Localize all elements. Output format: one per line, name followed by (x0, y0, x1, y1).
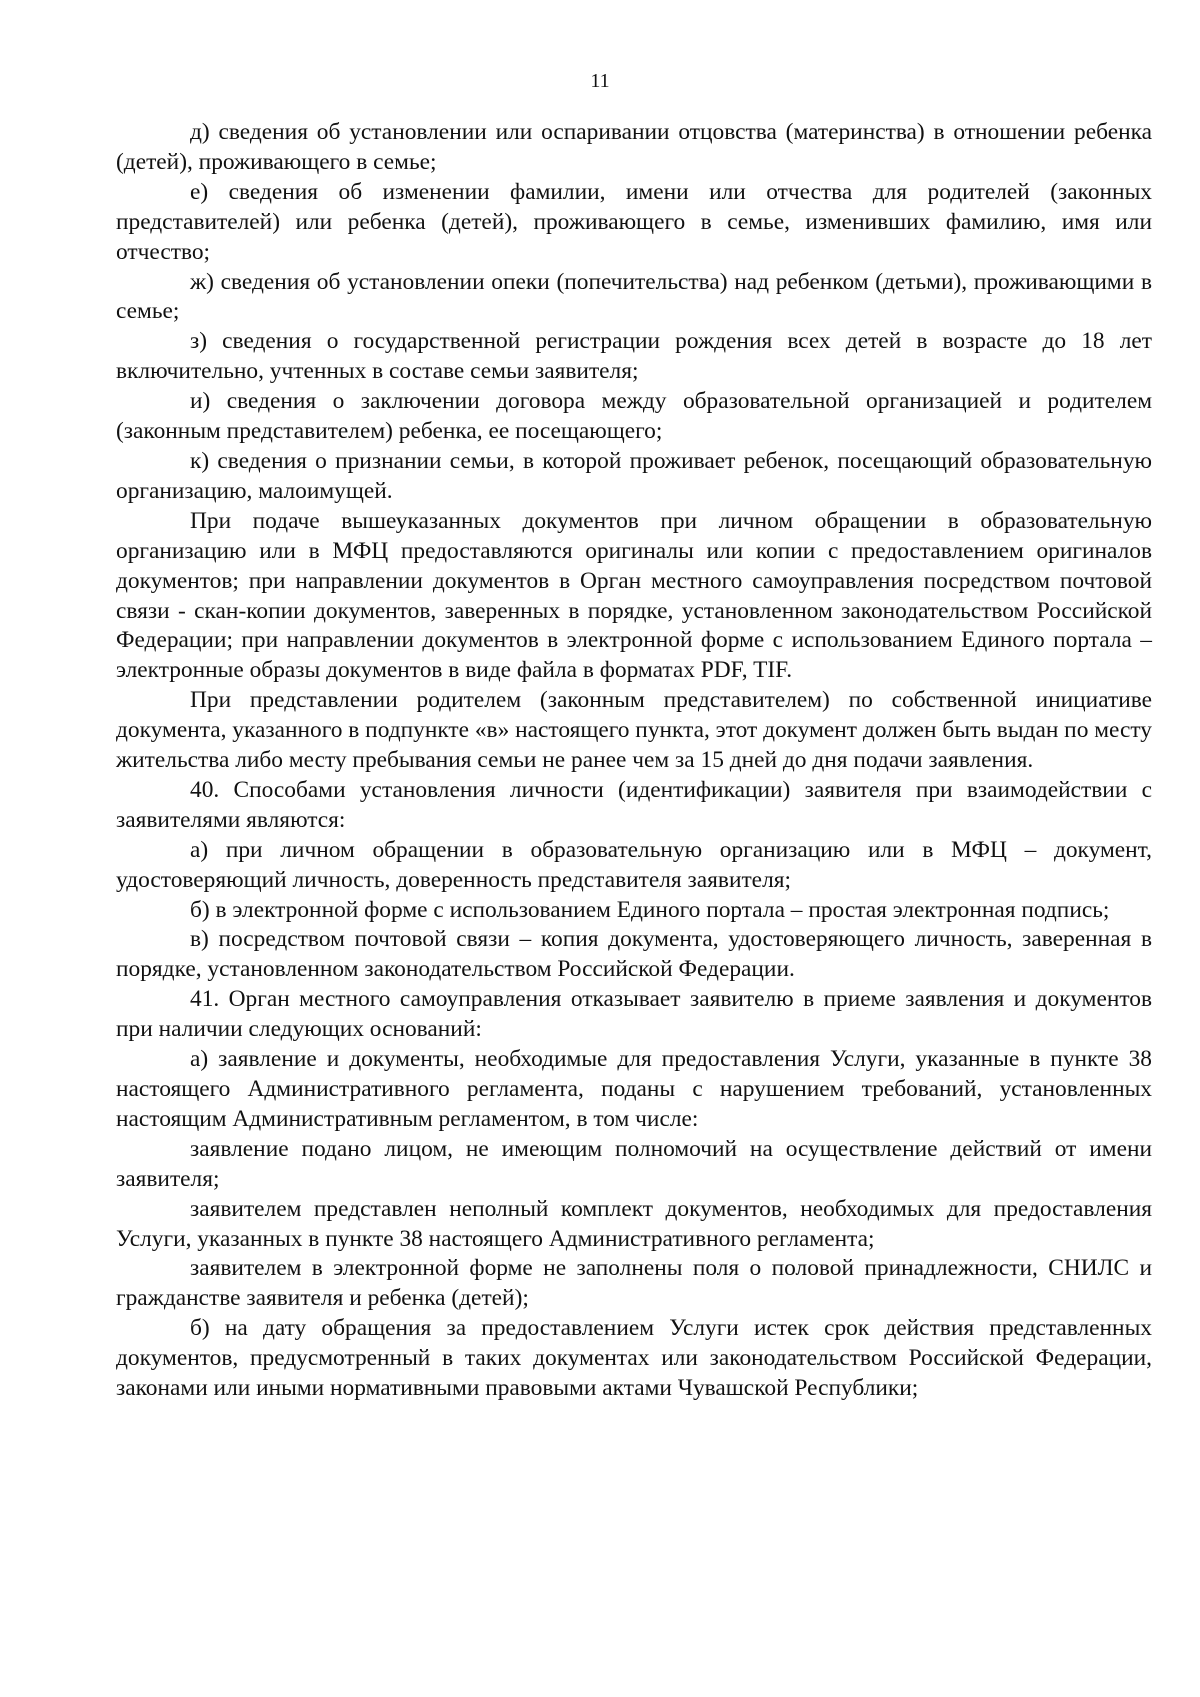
paragraph-clause-41: 41. Орган местного самоуправления отказывает заявителю в приеме заявления и документов при наличии следующих оснований: (116, 986, 1152, 1043)
paragraph-item-i: и) сведения о заключении договора между образовательной организацией и родителем (законным представителем) ребенка, ее посещающего; (116, 388, 1152, 445)
paragraph-item-zh: ж) сведения об установлении опеки (попечительства) над ребенком (детьми), проживающими в семье; (116, 268, 1152, 325)
paragraph-document-validity: При представлении родителем (законным представителем) по собственной инициативе документа, указанного в подпункте «в» настоящего пункта, этот документ должен быть выдан по месту жительства либо месту пребывания семьи не ранее чем за 15 дней до дня подачи заявления. (116, 687, 1153, 774)
paragraph-clause-40-b: б) в электронной форме с использованием Единого портала – простая электронная подпись; (190, 896, 1110, 923)
paragraph-clause-41-a: а) заявление и документы, необходимые для предоставления Услуги, указанные в пункте 38 настоящего Административного регламента, поданы с нарушением требований, установленных настоящим Административным регламентом, в том числе: (116, 1046, 1152, 1132)
paragraph-clause-41-a-2: заявителем представлен неполный комплект документов, необходимых для предоставления Услуги, указанных в пункте 38 настоящего Административного регламента; (116, 1195, 1152, 1252)
paragraph-clause-41-a-1: заявление подано лицом, не имеющим полномочий на осуществление действий от имени заявителя; (116, 1135, 1152, 1192)
paragraph-item-k: к) сведения о признании семьи, в которой проживает ребенок, посещающий образовательную организацию, малоимущей. (116, 447, 1152, 504)
paragraph-clause-40: 40. Способами установления личности (идентификации) заявителя при взаимодействии с заявителями являются: (116, 776, 1152, 833)
document-body (116, 118, 1152, 1404)
paragraph-item-z: з) сведения о государственной регистрации рождения всех детей в возрасте до 18 лет включительно, учтенных в составе семьи заявителя; (116, 328, 1152, 385)
paragraph-clause-40-a: а) при личном обращении в образовательную организацию или в МФЦ – документ, удостоверяющий личность, доверенность представителя заявителя; (116, 836, 1152, 893)
paragraph-item-e: е) сведения об изменении фамилии, имени или отчества для родителей (законных представителей) или ребенка (детей), проживающего в семье, изменивших фамилию, имя или отчество; (116, 178, 1152, 265)
page-number: 11 (590, 70, 610, 92)
paragraph-clause-40-v: в) посредством почтовой связи – копия документа, удостоверяющего личность, заверенная в порядке, установленном законодательством Российской Федерации. (116, 926, 1152, 983)
paragraph-item-d: д) сведения об установлении или оспаривании отцовства (материнства) в отношении ребенка (детей), проживающего в семье; (116, 119, 1152, 175)
paragraph-clause-41-a-3: заявителем в электронной форме не заполнены поля о половой принадлежности, СНИЛС и гражданстве заявителя и ребенка (детей); (116, 1255, 1152, 1312)
paragraph-submission-rules: При подаче вышеуказанных документов при личном обращении в образовательную организацию или в МФЦ предоставляются оригиналы или копии с предоставлением оригиналов документов; при направлении документов в Орган местного самоуправления посредством почтовой связи - скан-копии документов, заверенных в порядке, установленном законодательством Российской Федерации; при направлении документов в электронной форме с использованием Единого портала – электронные образы документов в виде файла в форматах PDF, TIF. (116, 507, 1152, 684)
paragraph-clause-41-b: б) на дату обращения за предоставлением Услуги истек срок действия представленных документов, предусмотренный в таких документах или законодательством Российской Федерации, законами или иными нормативными правовыми актами Чувашской Республики; (116, 1315, 1152, 1402)
